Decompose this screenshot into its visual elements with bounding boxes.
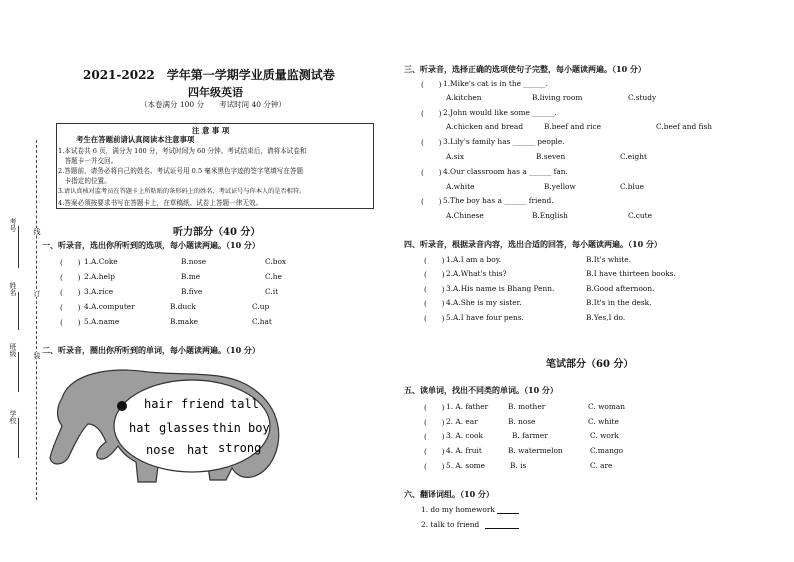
option-b: B. mother bbox=[508, 402, 546, 411]
answer-paren[interactable]: ( ) bbox=[424, 270, 445, 279]
option-b: B.Yes,I do. bbox=[586, 313, 626, 322]
option-c: C. white bbox=[588, 417, 619, 426]
exam-number-blank bbox=[18, 226, 19, 268]
answer-paren[interactable]: ( ) bbox=[60, 273, 81, 282]
q6-title: 六、翻译词组。（10 分） bbox=[404, 489, 494, 499]
answer-paren[interactable]: ( ) bbox=[424, 299, 445, 308]
option-b: B.living room bbox=[532, 93, 583, 102]
answer-paren[interactable]: ( ) bbox=[424, 403, 445, 412]
bind-mark: 装 bbox=[33, 352, 41, 359]
option-c: C.eight bbox=[620, 152, 647, 161]
option-a: 4.A.She is my sister. bbox=[446, 298, 522, 307]
option-c: C.blue bbox=[620, 182, 644, 191]
word-hair: hair bbox=[144, 397, 173, 411]
name-label: 姓名 bbox=[9, 282, 17, 296]
option-b: B.nose bbox=[181, 257, 207, 266]
q6-item bbox=[421, 505, 519, 514]
option-a: A.chicken and bread bbox=[446, 122, 524, 131]
option-b: B.I have thirteen books. bbox=[586, 269, 676, 278]
word-thin: thin bbox=[212, 421, 241, 435]
question-stem: 1.Mike's cat is in the ______. bbox=[443, 79, 548, 88]
option-a: 5.A.I have four pens. bbox=[446, 313, 524, 322]
answer-paren[interactable]: ( ) bbox=[60, 258, 81, 267]
q5-title: 五、读单词，找出不同类的单词。（10 分） bbox=[404, 385, 558, 395]
answer-paren[interactable]: ( ) bbox=[424, 418, 445, 427]
elephant-eye bbox=[117, 401, 127, 411]
writing-heading: 笔试部分（60 分） bbox=[546, 359, 634, 370]
option-b: B.beef and rice bbox=[544, 122, 601, 131]
option-a: 1. A. father bbox=[446, 402, 489, 411]
exam-subject: 四年级英语 bbox=[188, 86, 243, 99]
option-b: B. farmer bbox=[512, 431, 548, 440]
option-a: 3. A. cook bbox=[446, 431, 483, 440]
option-c: C.he bbox=[265, 272, 282, 281]
q2-title: 二、听录音，圈出你所听到的单词，每小题读两遍。（10 分） bbox=[42, 345, 260, 355]
q6-item bbox=[421, 520, 519, 529]
option-b: B. is bbox=[510, 461, 527, 470]
option-c: C. are bbox=[590, 461, 613, 470]
exam-meta: （本卷满分 100 分 考试时间 40 分钟） bbox=[140, 100, 286, 109]
answer-paren[interactable]: ( ) bbox=[60, 318, 81, 327]
option-b: B.English bbox=[532, 211, 568, 220]
option-b: B.make bbox=[170, 317, 199, 326]
exam-number-label: 考号 bbox=[9, 218, 17, 232]
option-a: A.white bbox=[446, 182, 475, 191]
option-a: A.Chinese bbox=[446, 211, 484, 220]
option-c: C.box bbox=[265, 257, 287, 266]
notice-heading: 注 意 事 项 bbox=[192, 126, 230, 135]
word-hat: hat bbox=[187, 443, 209, 457]
question-stem: 3.Lily's family has ______ people. bbox=[443, 137, 565, 146]
answer-blank[interactable] bbox=[497, 505, 519, 514]
notice-subheading: 考生在答题前请认真阅读本注意事项 bbox=[76, 135, 195, 144]
option-a: A.six bbox=[446, 152, 465, 161]
answer-paren[interactable]: ( ) bbox=[424, 314, 445, 323]
exam-title: 2021-2022 学年第一学期学业质量监测试卷 bbox=[83, 68, 335, 82]
option-a: 3.A.His name is Bhang Penn. bbox=[446, 284, 555, 293]
phrase-text: 1. do my homework bbox=[421, 505, 495, 514]
word-hat: hat bbox=[129, 421, 151, 435]
notice-line: 1.本试卷共 6 页，满分为 100 分，考试时间为 60 分钟。考试结束后，请将本试卷和 bbox=[58, 147, 307, 155]
answer-paren[interactable]: ( ) bbox=[60, 288, 81, 297]
answer-paren[interactable]: ( ) bbox=[60, 303, 81, 312]
line-mark: 线 bbox=[33, 228, 41, 235]
option-c: C. work bbox=[590, 431, 619, 440]
word-tall: tall bbox=[230, 397, 259, 411]
class-label: 班级 bbox=[9, 343, 17, 357]
option-a: 3.A.rice bbox=[84, 287, 114, 296]
option-c: C.it bbox=[265, 287, 279, 296]
option-a: 4.A.computer bbox=[84, 302, 135, 311]
word-boy: boy bbox=[248, 421, 270, 435]
answer-paren[interactable]: ( ) bbox=[424, 285, 445, 294]
class-blank bbox=[18, 352, 19, 392]
option-c: C.up bbox=[252, 302, 270, 311]
school-blank bbox=[18, 418, 19, 458]
school-label: 学校 bbox=[9, 410, 17, 424]
option-a: A.kitchen bbox=[446, 93, 482, 102]
answer-paren[interactable]: ( ) bbox=[421, 80, 442, 89]
staple-mark: 订 bbox=[33, 290, 41, 297]
q4-title: 四、听录音，根据录音内容，选出合适的回答，每小题读两遍。（10 分） bbox=[404, 239, 662, 249]
q1-title: 一、听录音，选出你所听到的选项，每小题读两遍。（10 分） bbox=[42, 240, 260, 250]
option-a: 5.A.name bbox=[84, 317, 120, 326]
option-b: B.five bbox=[181, 287, 203, 296]
answer-paren[interactable]: ( ) bbox=[421, 197, 442, 206]
phrase-text: 2. talk to friend bbox=[421, 520, 480, 529]
answer-paren[interactable]: ( ) bbox=[421, 138, 442, 147]
option-a: 2. A. ear bbox=[446, 417, 478, 426]
option-c: C.hat bbox=[252, 317, 272, 326]
option-a: 1.A.Coke bbox=[84, 257, 118, 266]
option-c: C.mango bbox=[590, 446, 624, 455]
answer-paren[interactable]: ( ) bbox=[421, 168, 442, 177]
answer-paren[interactable]: ( ) bbox=[424, 256, 445, 265]
option-a: 1.A.I am a boy. bbox=[446, 255, 502, 264]
word-glasses: glasses bbox=[159, 421, 210, 435]
name-blank bbox=[18, 292, 19, 330]
notice-line: 卡指定的位置。 bbox=[58, 177, 111, 185]
q3-title: 三、听录音，选择正确的选项使句子完整，每小题读两遍。（10 分） bbox=[404, 64, 646, 74]
option-c: C.beef and fish bbox=[656, 122, 713, 131]
option-a: 5. A. some bbox=[446, 461, 486, 470]
notice-line: 4.答案必须按要求书写在答题卡上，在草稿纸、试卷上答题一律无效。 bbox=[58, 199, 263, 207]
notice-line: 3.请认真核对监考员在答题卡上所粘贴的条形码上的姓名、考试证号与你本人的是否相符。 bbox=[58, 188, 306, 195]
option-b: B.Good afternoon. bbox=[586, 284, 655, 293]
option-a: 2.A.What's this? bbox=[446, 269, 507, 278]
option-b: B. nose bbox=[508, 417, 536, 426]
binding-line bbox=[36, 140, 37, 500]
notice-line: 2.答题前，请务必将自己的姓名、考试证号用 0.5 毫米黑色字迹的签字笔填写在答题 bbox=[58, 167, 304, 175]
answer-paren[interactable]: ( ) bbox=[424, 432, 445, 441]
answer-paren[interactable]: ( ) bbox=[424, 462, 445, 471]
answer-paren[interactable]: ( ) bbox=[424, 447, 445, 456]
option-c: C.study bbox=[628, 93, 657, 102]
option-b: B.me bbox=[181, 272, 201, 281]
word-nose: nose bbox=[146, 443, 175, 457]
option-b: B.duck bbox=[170, 302, 196, 311]
word-friend: friend bbox=[181, 397, 225, 411]
option-c: C. woman bbox=[588, 402, 626, 411]
option-a: 4. A. fruit bbox=[446, 446, 482, 455]
option-b: B.yellow bbox=[544, 182, 576, 191]
notice-line: 答题卡一并交回。 bbox=[58, 157, 118, 165]
option-b: B. watermelon bbox=[508, 446, 563, 455]
question-stem: 2.John would like some ______. bbox=[443, 108, 557, 117]
option-c: C.cute bbox=[628, 211, 652, 220]
option-b: B.seven bbox=[536, 152, 566, 161]
question-stem: 4.Our classroom has a ______ fan. bbox=[443, 167, 568, 176]
answer-paren[interactable]: ( ) bbox=[421, 109, 442, 118]
option-a: 2.A.help bbox=[84, 272, 115, 281]
elephant-illustration bbox=[40, 362, 302, 490]
listening-heading: 听力部分（40 分） bbox=[173, 227, 261, 238]
option-b: B.It's in the desk. bbox=[586, 298, 652, 307]
answer-blank[interactable] bbox=[485, 520, 519, 529]
word-strong: strong bbox=[218, 441, 262, 455]
question-stem: 5.The boy has a ______ friend. bbox=[443, 196, 554, 205]
option-b: B.It's white. bbox=[586, 255, 631, 264]
